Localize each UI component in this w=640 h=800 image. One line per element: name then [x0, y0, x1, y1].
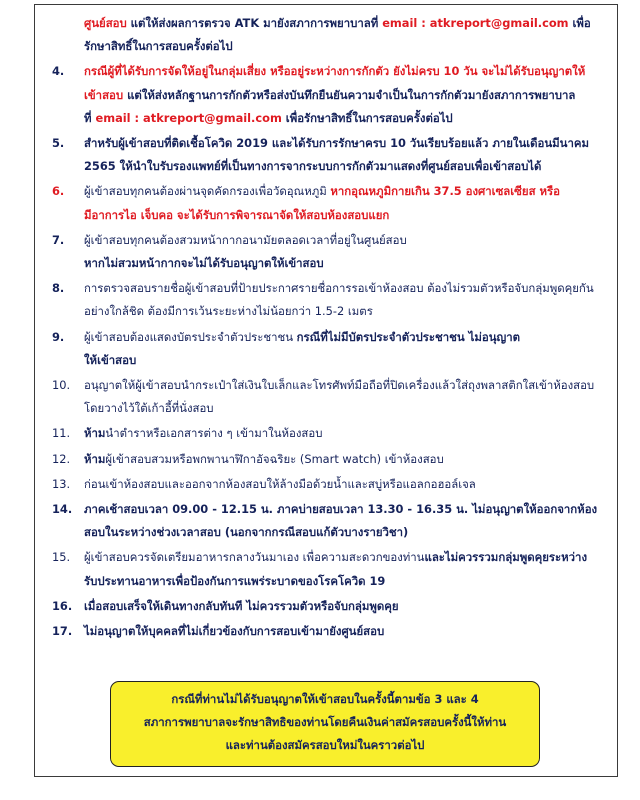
rule-7-line-2: หากไม่สวมหน้ากากจะไม่ได้รับอนุญาตให้เข้าสอบ — [84, 256, 324, 271]
rule-4-line-3-start: ที่ — [84, 110, 96, 125]
rule-9-line-1-bold: กรณีที่ไม่มีบัตรประจำตัวประชาชน ไม่อนุญาต — [296, 329, 520, 344]
rule-8-line-1: การตรวจสอบรายชื่อผู้เข้าสอบที่ป้ายประกาศรายชื่อการรอเข้าห้องสอบ ต้องไม่รวมตัวหรือจับกลุ่มพูดคุยกัน — [84, 281, 594, 296]
rule-16-text: เมื่อสอบเสร็จให้เดินทางกลับทันที ไม่ควรรวมตัวหรือจับกลุ่มพูดคุย — [84, 598, 399, 613]
rule-5-line-2: 2565 ให้นำใบรับรองแพทย์ที่เป็นทางการจากระบบการกักตัวมาแสดงที่ศูนย์สอบเพื่อเข้าสอบได้ — [84, 159, 542, 174]
rule-item-11 — [52, 422, 608, 445]
rule-item-5 — [52, 132, 608, 178]
rule-item-17 — [52, 620, 608, 643]
rule-9-line-1-plain: ผู้เข้าสอบต้องแสดงบัตรประจำตัวประชาชน — [84, 329, 297, 344]
rule-number: 7. — [52, 232, 65, 247]
rule-number: 13. — [52, 476, 71, 491]
rule-4-enter-exam: เข้าสอบ — [84, 87, 124, 102]
rule-number: 12. — [52, 451, 71, 466]
rule-number: 10. — [52, 378, 71, 393]
rule-item-10 — [52, 374, 608, 420]
rule-number: 6. — [52, 184, 65, 199]
rule-item-12 — [52, 448, 608, 471]
rule-number: 15. — [52, 550, 71, 565]
rule-5-line-1: สำหรับผู้เข้าสอบที่ติดเชื้อโควิด 2019 และได้รับการรักษาครบ 10 วันเรียบร้อยแล้ว ภายในเดือนมีนาคม — [84, 136, 589, 151]
rule-10-line-1: อนุญาตให้ผู้เข้าสอบนำกระเป๋าใส่เงินใบเล็กและโทรศัพท์มือถือที่ปิดเครื่องแล้วใส่ถุงพลาสติกใสเข้าห้องสอบ — [84, 378, 595, 393]
notice-line-2: สภาการพยาบาลจะรักษาสิทธิของท่านโดยคืนเงินค่าสมัครสอบครั้งนี้ให้ท่าน — [143, 715, 507, 729]
rule-6-line-1-red: หากอุณหภูมิกายเกิน 37.5 องศาเซลเซียส หรือ — [330, 184, 560, 199]
notice-line-1: กรณีที่ท่านไม่ได้รับอนุญาตให้เข้าสอบในครั้งนี้ตามข้อ 3 และ 4 — [171, 692, 479, 706]
rule-4-line-2: แต่ให้ส่งหลักฐานการกักตัวหรือส่งบันทึกยืนยันความจำเป็นในการกักตัวมายังสภาการพยาบาล — [123, 87, 576, 102]
rule-14-line-1: ภาคเช้าสอบเวลา 09.00 - 12.15 น. ภาคบ่ายสอบเวลา 13.30 - 16.35 น. ไม่อนุญาตให้ออกจากห้อง — [84, 502, 598, 517]
rule-item-6 — [52, 180, 608, 226]
rule-number: 16. — [52, 598, 73, 613]
notice-line-3: และท่านต้องสมัครสอบใหม่ในคราวต่อไป — [225, 738, 425, 752]
rule-6-line-2: มีอาการไอ เจ็บคอ จะได้รับการพิจารณาจัดให้สอบห้องสอบแยก — [84, 207, 390, 222]
rule-number: 4. — [52, 64, 65, 79]
rule-item-7 — [52, 229, 608, 275]
rule-number: 17. — [52, 624, 73, 639]
intro-continuation — [52, 12, 608, 58]
atk-report-text: แต่ให้ส่งผลการตรวจ ATK มายังสภาการพยาบาลที่ — [126, 16, 383, 30]
rule-number: 11. — [52, 426, 71, 441]
rule-4-line-3-end: เพื่อรักษาสิทธิ์ในการสอบครั้งต่อไป — [281, 110, 453, 125]
rule-number: 9. — [52, 329, 65, 344]
rule-6-line-1-plain: ผู้เข้าสอบทุกคนต้องผ่านจุดคัดกรองเพื่อวัดอุณหภูมิ — [84, 184, 331, 199]
rule-item-8 — [52, 277, 608, 323]
rule-item-13 — [52, 473, 608, 496]
rule-4-email-link[interactable]: email : atkreport@gmail.com — [95, 110, 282, 125]
rule-item-9 — [52, 326, 608, 372]
prohibit-label: ห้าม — [84, 451, 106, 466]
rule-4-line-1: กรณีผู้ที่ได้รับการจัดให้อยู่ในกลุ่มเสี่ยง หรืออยู่ระหว่างการกักตัว ยังไม่ครบ 10 วัน จะไม่ได้รับอนุญาตให้ — [84, 64, 586, 79]
atk-email-link[interactable]: email : atkreport@gmail.com — [382, 16, 569, 30]
rule-item-14 — [52, 498, 608, 544]
rule-10-line-2: โดยวางไว้ใต้เก้าอี้ที่นั่งสอบ — [84, 401, 214, 416]
rules-list — [52, 12, 608, 645]
rule-11-text: นำตำราหรือเอกสารต่าง ๆ เข้ามาในห้องสอบ — [105, 426, 323, 441]
prohibit-label: ห้าม — [84, 426, 106, 441]
rule-12-text: ผู้เข้าสอบสวมหรือพกพานาฬิกาอัจฉริยะ (Smart watch) เข้าห้องสอบ — [105, 451, 444, 466]
rule-item-15 — [52, 546, 608, 592]
rule-9-line-2: ให้เข้าสอบ — [84, 352, 137, 367]
rule-14-line-2: สอบในระหว่างช่วงเวลาสอบ (นอกจากกรณีสอบแก้ตัวบางรายวิชา) — [84, 525, 409, 540]
refund-notice-box — [110, 681, 540, 767]
intro-line-2: รักษาสิทธิ์ในการสอบครั้งต่อไป — [84, 39, 233, 54]
rule-number: 5. — [52, 136, 65, 151]
rule-15-line-2: รับประทานอาหารเพื่อป้องกันการแพร่ระบาดของโรคโควิด 19 — [84, 573, 386, 588]
rule-15-line-1-bold: และไม่ควรรวมกลุ่มพูดคุยระหว่าง — [424, 550, 588, 565]
intro-end-text: เพื่อ — [568, 16, 591, 30]
rule-15-line-1-plain: ผู้เข้าสอบควรจัดเตรียมอาหารกลางวันมาเอง เพื่อความสะดวกของท่าน — [84, 550, 425, 565]
rule-7-line-1: ผู้เข้าสอบทุกคนต้องสวมหน้ากากอนามัยตลอดเวลาที่อยู่ในศูนย์สอบ — [84, 232, 407, 247]
rule-13-text: ก่อนเข้าห้องสอบและออกจากห้องสอบให้ล้างมือด้วยน้ำและสบู่หรือแอลกอฮอล์เจล — [84, 476, 476, 491]
exam-center-text: ศูนย์สอบ — [84, 16, 127, 30]
rule-number: 14. — [52, 502, 73, 517]
rule-number: 8. — [52, 281, 65, 296]
rule-17-text: ไม่อนุญาตให้บุคคลที่ไม่เกี่ยวข้องกับการสอบเข้ามายังศูนย์สอบ — [84, 624, 385, 639]
rule-item-4 — [52, 60, 608, 130]
rule-8-line-2: อย่างใกล้ชิด ต้องมีการเว้นระยะห่างไม่น้อยกว่า 1.5-2 เมตร — [84, 304, 373, 319]
rule-item-16 — [52, 595, 608, 618]
